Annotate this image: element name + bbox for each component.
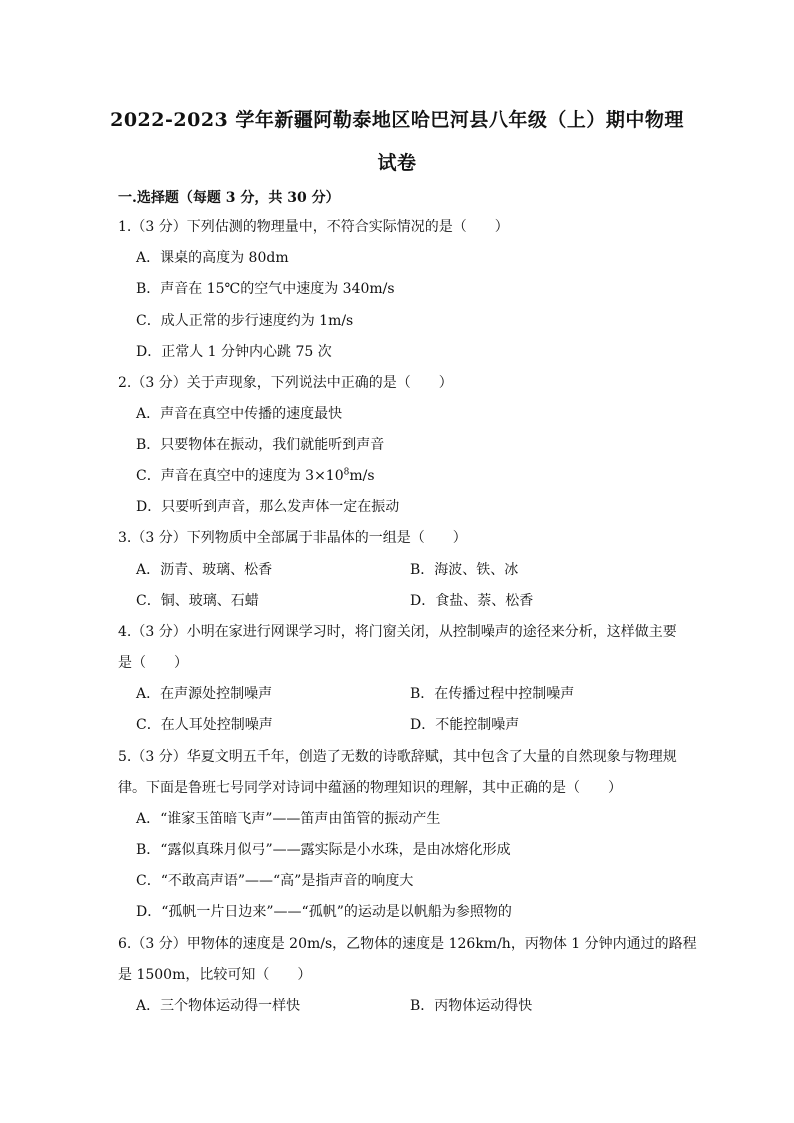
question-2-option-a: A．声音在真空中传播的速度最快 <box>136 406 343 422</box>
question-3-option-a: A．沥青、玻璃、松香 <box>136 562 273 578</box>
exam-title-line1: 2022-2023 学年新疆阿勒泰地区哈巴河县八年级（上）期中物理 <box>110 109 684 131</box>
question-3-stem: 3.（3 分）下列物质中全部属于非晶体的一组是（ ） <box>118 530 467 546</box>
question-5-stem-line1: 5.（3 分）华夏文明五千年，创造了无数的诗歌辞赋，其中包含了大量的自然现象与物理规 <box>118 749 677 765</box>
section-heading: 一.选择题（每题 3 分，共 30 分） <box>118 190 340 206</box>
question-5-option-b: B．“露似真珠月似弓”——露实际是小水珠，是由冰熔化形成 <box>136 842 511 858</box>
question-5-option-d: D．“孤帆一片日边来”——“孤帆”的运动是以帆船为参照物的 <box>136 904 512 920</box>
question-2-option-d: D．只要听到声音，那么发声体一定在振动 <box>136 499 400 515</box>
question-4-option-c: C．在人耳处控制噪声 <box>136 717 273 733</box>
question-4-option-a: A．在声源处控制噪声 <box>136 686 273 702</box>
question-2-option-c <box>136 466 375 486</box>
question-6-option-a: A．三个物体运动得一样快 <box>136 998 301 1014</box>
question-3-option-b: B．海波、铁、冰 <box>410 562 519 578</box>
exam-title-line2: 试卷 <box>377 152 417 174</box>
option-c-text: C．声音在真空中的速度为 3×10 <box>136 468 344 484</box>
question-4-stem-line1: 4.（3 分）小明在家进行网课学习时，将门窗关闭，从控制噪声的途径来分析，这样做主要 <box>118 624 677 640</box>
question-1-option-c: C．成人正常的步行速度约为 1m/s <box>136 313 354 329</box>
question-1-option-a: A．课桌的高度为 80dm <box>136 250 289 266</box>
question-4-option-d: D．不能控制噪声 <box>410 717 520 733</box>
exponent: 8 <box>343 467 350 478</box>
question-3-option-c: C．铜、玻璃、石蜡 <box>136 593 259 609</box>
question-5-option-a: A．“谁家玉笛暗飞声”——笛声由笛管的振动产生 <box>136 811 441 827</box>
question-6-option-b: B．丙物体运动得快 <box>410 998 533 1014</box>
question-4-stem-line2: 是（ ） <box>118 655 188 671</box>
question-2-stem: 2.（3 分）关于声现象，下列说法中正确的是（ ） <box>118 375 453 391</box>
question-2-option-b: B．只要物体在振动，我们就能听到声音 <box>136 437 385 453</box>
question-5-stem-line2: 律。下面是鲁班七号同学对诗词中蕴涵的物理知识的理解，其中正确的是（ ） <box>118 780 622 796</box>
option-c-unit: m/s <box>349 468 375 484</box>
question-1-option-b: B．声音在 15℃的空气中速度为 340m/s <box>136 281 395 297</box>
question-4-option-b: B．在传播过程中控制噪声 <box>410 686 575 702</box>
question-5-option-c: C．“不敢高声语”——“高”是指声音的响度大 <box>136 873 414 889</box>
question-6-stem-line1: 6.（3 分）甲物体的速度是 20m/s，乙物体的速度是 126km/h，丙物体 1 分钟内通过的路程 <box>118 936 697 952</box>
question-3-option-d: D．食盐、萘、松香 <box>410 593 534 609</box>
question-6-stem-line2: 是 1500m，比较可知（ ） <box>118 967 312 983</box>
question-1-stem: 1.（3 分）下列估测的物理量中，不符合实际情况的是（ ） <box>118 219 509 235</box>
question-1-option-d: D．正常人 1 分钟内心跳 75 次 <box>136 344 332 360</box>
